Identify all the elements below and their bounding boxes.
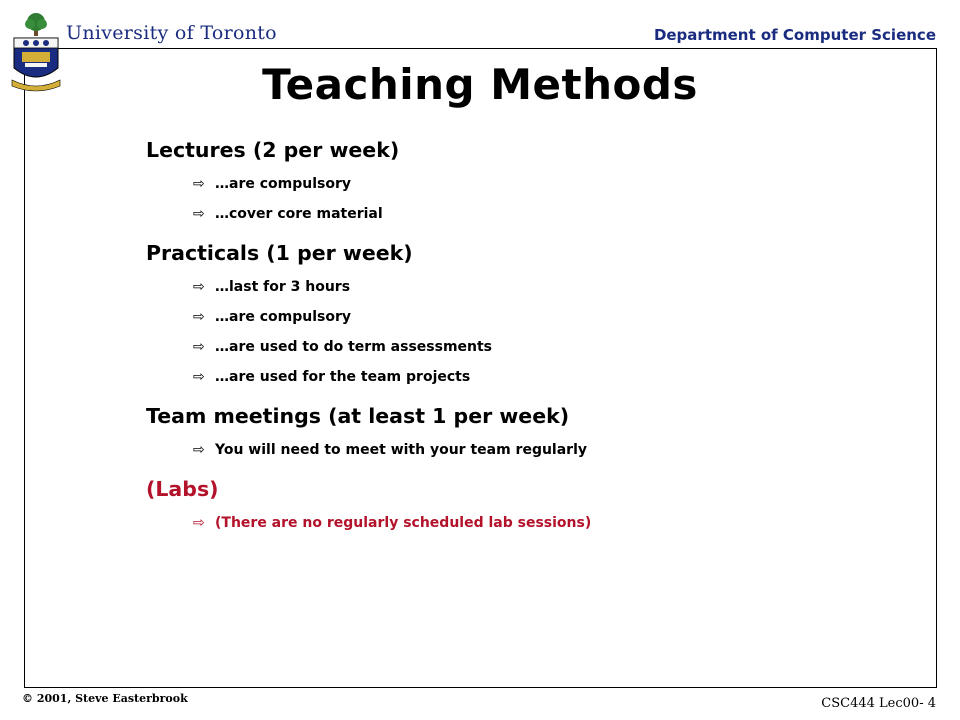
list-item: ⇨ …last for 3 hours (193, 279, 351, 295)
arrow-bullet-icon: ⇨ (193, 176, 205, 192)
slide-number: CSC444 Lec00- 4 (821, 696, 936, 711)
department-name: Department of Computer Science (653, 26, 936, 44)
section-labs (146, 474, 846, 532)
section-heading: Team meetings (at least 1 per week) (146, 404, 570, 428)
section-team-meetings (146, 401, 846, 459)
section-heading: Lectures (2 per week) (146, 138, 400, 162)
list-item: ⇨ …cover core material (193, 206, 383, 222)
arrow-bullet-icon: ⇨ (193, 442, 205, 458)
section-heading: Practicals (1 per week) (146, 241, 413, 265)
arrow-bullet-icon: ⇨ (193, 339, 205, 355)
copyright-notice: © 2001, Steve Easterbrook (22, 692, 188, 705)
list-item: ⇨ …are compulsory (193, 309, 351, 325)
section-practicals (146, 238, 846, 386)
section-heading: (Labs) (146, 477, 219, 501)
arrow-bullet-icon: ⇨ (193, 279, 205, 295)
list-item: ⇨ You will need to meet with your team regularly (193, 442, 588, 458)
list-item: ⇨ …are used to do term assessments (193, 339, 493, 355)
slide-title: Teaching Methods (262, 60, 698, 109)
university-name: University of Toronto (66, 22, 277, 44)
slide-content (146, 135, 846, 532)
list-item: ⇨ …are compulsory (193, 176, 351, 192)
list-item: ⇨ …are used for the team projects (193, 369, 471, 385)
arrow-bullet-icon: ⇨ (193, 309, 205, 325)
section-lectures (146, 135, 846, 223)
arrow-bullet-icon: ⇨ (193, 515, 205, 531)
arrow-bullet-icon: ⇨ (193, 369, 205, 385)
list-item: ⇨ (There are no regularly scheduled lab sessions) (193, 515, 592, 531)
arrow-bullet-icon: ⇨ (193, 206, 205, 222)
